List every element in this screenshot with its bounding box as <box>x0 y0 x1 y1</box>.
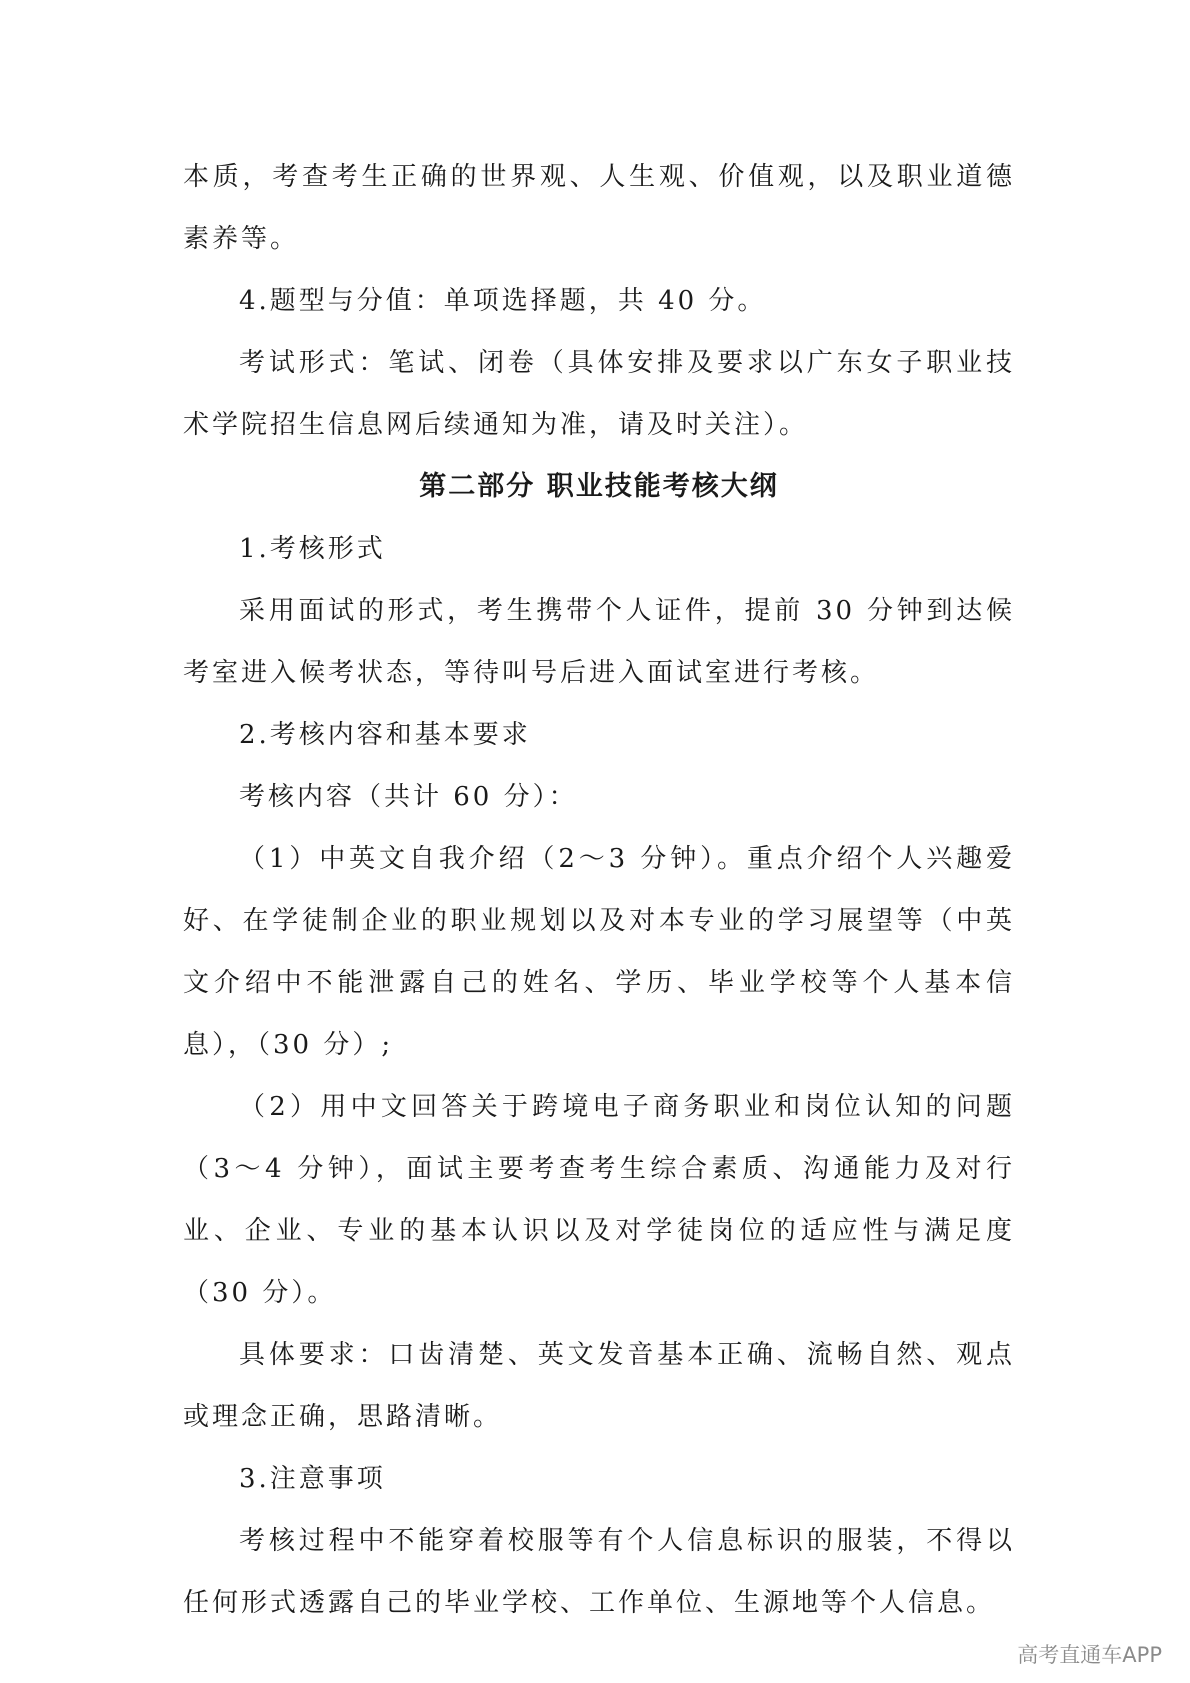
paragraph-item-1: （1）中英文自我介绍（2～3 分钟）。重点介绍个人兴趣爱好、在学徒制企业的职业规划以及对本专业的学习展望等（中英文介绍中不能泄露自己的姓名、学历、毕业学校等个人基本信息），（30 分）; <box>183 844 1015 1060</box>
paragraph-assessment-form-title: 1.考核形式 <box>239 534 386 564</box>
paragraph-intro: 本质，考查考生正确的世界观、人生观、价值观，以及职业道德素养等。 <box>183 162 1015 254</box>
paragraph-assessment-form: 采用面试的形式，考生携带个人证件，提前 30 分钟到达候考室进入候考状态，等待叫号后进入面试室进行考核。 <box>183 596 1015 688</box>
paragraph-requirements: 具体要求：口齿清楚、英文发音基本正确、流畅自然、观点或理念正确，思路清晰。 <box>183 1340 1015 1432</box>
paragraph-item-2: （2）用中文回答关于跨境电子商务职业和岗位认知的问题（3～4 分钟），面试主要考查考生综合素质、沟通能力及对行业、企业、专业的基本认识以及对学徒岗位的适应性与满足度（30 分）。 <box>183 1092 1015 1308</box>
paragraph-content-title: 2.考核内容和基本要求 <box>239 720 531 750</box>
paragraph-notes: 考核过程中不能穿着校服等有个人信息标识的服装，不得以任何形式透露自己的毕业学校、工作单位、生源地等个人信息。 <box>183 1526 1015 1618</box>
section-heading: 第二部分 职业技能考核大纲 <box>419 471 779 502</box>
paragraph-exam-format: 考试形式：笔试、闭卷（具体安排及要求以广东女子职业技术学院招生信息网后续通知为准，请及时关注）。 <box>183 348 1015 440</box>
paragraph-content-total: 考核内容（共计 60 分）： <box>239 782 578 812</box>
watermark: 高考直通车APP <box>1017 1643 1162 1667</box>
document-body <box>183 146 1015 1634</box>
paragraph-notes-title: 3.注意事项 <box>239 1464 386 1494</box>
paragraph-question-type: 4.题型与分值：单项选择题，共 40 分。 <box>239 286 767 316</box>
